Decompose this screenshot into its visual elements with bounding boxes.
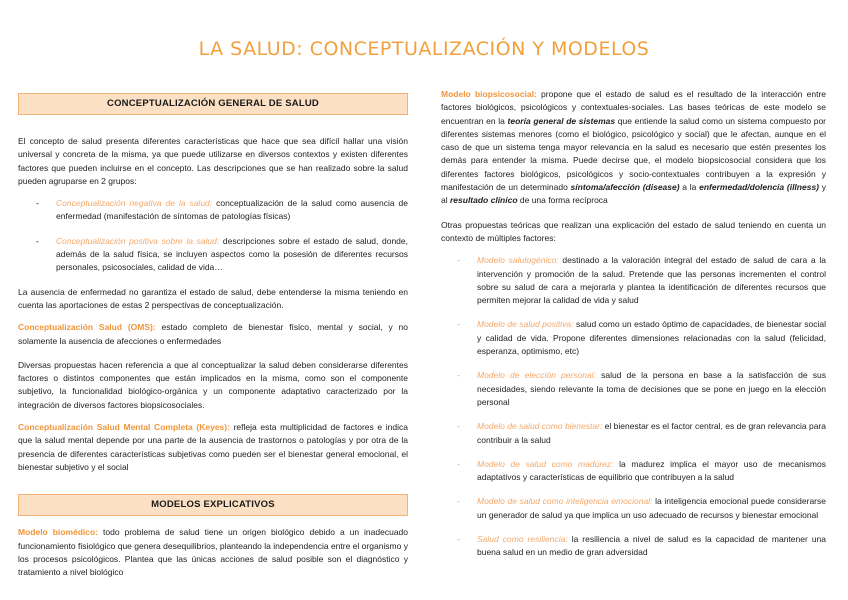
models-list: [441, 254, 826, 559]
diversas-paragraph: Diversas propuestas hacen referencia a que al conceptualizar la salud deben considerarse diferentes factores o distintos componentes que están implicados en la misma, como son el componente subjetivo, la funcionalidad biológico-orgánica y un componente adaptativo caracterizado por la integración de diversos factores biopsicosociales.: [18, 359, 408, 410]
bio-emphasis: teoría general de sistemas: [507, 115, 616, 126]
term-salud-positiva: Modelo de salud positiva:: [477, 319, 574, 330]
dash-bullet: -: [457, 319, 460, 330]
list-item: [441, 254, 826, 307]
model-definition: la resiliencia a nivel de salud es la capacidad de mantener una buena salud en un medio de gran adversidad: [477, 534, 826, 558]
term-resiliencia: Salud como resiliencia:: [477, 534, 568, 545]
term-bienestar: Modelo de salud como bienestar:: [477, 421, 603, 432]
list-item: [441, 533, 826, 560]
bio-text: de una forma recíproca: [517, 195, 608, 206]
model-definition: salud como un estado óptimo de capacidades, de bienestar social y calidad de vida. Propone diferentes dimensiones relacionadas con la salud (felicidad, esperanza, optimismo, etc): [477, 319, 826, 357]
dash-bullet: -: [457, 496, 460, 507]
list-item: [441, 458, 826, 485]
term-negativa: Conceptualización negativa de la salud:: [56, 198, 213, 209]
term-positiva: Conceptualización positiva sobre la salud:: [56, 235, 220, 246]
term-oms: Conceptualización Salud (OMS):: [18, 322, 156, 333]
model-definition: la inteligencia emocional puede considerarse un generador de salud ya que implica un uso adecuado de recursos y bienestar emocional: [477, 496, 826, 520]
bio-emphasis: enfermedad/dolencia (illness): [699, 182, 820, 193]
dash-bullet: -: [457, 458, 460, 469]
definition-biomedico: todo problema de salud tiene un origen biológico debido a un inadecuado funcionamiento fisiológico que genera desequilibrios, planteando la independencia entre el organismo y los procesos psicológicos. Plantea que las únicas acciones de salud posible son el diagnóstico y tratamiento a nivel biológico: [18, 527, 408, 578]
dash-bullet: -: [36, 198, 39, 209]
list-item: [18, 197, 408, 224]
model-definition: destinado a la valoración integral del estado de salud de cara a la intervención y promoción de la salud. Pretende que las personas incrementen el control sobre su salud de cara a mejorarla y plantea la identificación de diferentes recursos que permiten mejorar la calidad de vida y salud: [477, 255, 826, 306]
list-item: [441, 420, 826, 447]
conceptualization-list: [18, 197, 408, 274]
list-item: [18, 235, 408, 275]
oms-paragraph: [18, 321, 408, 348]
section-header-modelos: MODELOS EXPLICATIVOS: [18, 494, 408, 516]
term-biopsicosocial: Modelo biopsicosocial:: [441, 89, 537, 99]
biomedico-paragraph: [18, 526, 408, 579]
bio-emphasis: síntoma/afección (disease): [570, 182, 680, 193]
biopsicosocial-paragraph: [441, 88, 826, 208]
dash-bullet: -: [457, 534, 460, 545]
model-definition: salud de la persona en base a la satisfacción de sus necesidades, siendo relevante la toma de decisiones que se pone en juego en la elección personal: [477, 370, 826, 407]
dash-bullet: -: [457, 421, 460, 432]
section-header-conceptualizacion: CONCEPTUALIZACIÓN GENERAL DE SALUD: [18, 93, 408, 115]
bio-text: a la: [679, 182, 700, 193]
left-column: [18, 93, 408, 579]
model-definition: la madurez implica el mayor uso de mecanismos adaptativos y características de equilibrio que contribuyen a la salud: [477, 458, 826, 483]
dash-bullet: -: [457, 370, 460, 381]
keyes-paragraph: [18, 421, 408, 474]
dash-bullet: -: [36, 235, 39, 246]
bio-text: y al: [441, 182, 826, 206]
list-item: [441, 369, 826, 409]
definition-negativa: conceptualización de la salud como ausencia de enfermedad (manifestación de síntomas de patologías físicas): [56, 198, 408, 222]
dash-bullet: -: [457, 255, 460, 266]
bio-emphasis: resultado clínico: [449, 195, 518, 206]
definition-oms: estado completo de bienestar físico, mental y social, y no solamente la ausencia de afecciones o enfermedades: [18, 322, 409, 346]
bio-text: que entiende la salud como un sistema compuesto por diferentes sistemas menores (como el biológico, psicológico y social) que le afectan, aunque en el caso de que un sistema tenga mayor relevancia en la salud es necesario que estén presentes los demás para entender la misma. Puede decirse que, el modelo biopsicosocial considera que los diferentes factores biológicos, psicológicos y socio-contextuales contribuyen a la expresión y manifestación de un determinado: [441, 115, 826, 193]
page-title: LA SALUD: CONCEPTUALIZACIÓN Y MODELOS: [198, 38, 650, 60]
term-eleccion-personal: Modelo de elección personal:: [477, 370, 596, 381]
definition-keyes: refleja esta multiplicidad de factores e indica que la salud mental depende por una parte de la ausencia de trastornos o patologías y por otra de la presencia de diferentes características subjetivas como pueden ser el bienestar general emocional, el bienestar subjetivo y el social: [18, 422, 408, 472]
term-salutogenico: Modelo salutogénico:: [477, 255, 559, 266]
right-column: [441, 88, 826, 560]
term-keyes: Conceptualización Salud Mental Completa (Keyes):: [18, 422, 230, 433]
list-item: [441, 495, 826, 522]
term-madurez: Modelo de salud como madurez:: [477, 458, 614, 469]
term-biomedico: Modelo biomédico:: [18, 527, 99, 538]
intro-paragraph: El concepto de salud presenta diferentes características que hace que sea difícil hallar una visión universal y concreta de la misma, ya que puede utilizarse en diversos contextos y existen diferentes factores que pueden incluirse en el concepto. Las descripciones que se han realizado sobre la salud pueden agruparse en 2 grupos:: [18, 136, 408, 186]
absence-paragraph: La ausencia de enfermedad no garantiza el estado de salud, debe entenderse la misma teniendo en cuenta las aportaciones de estas 2 perspectivas de conceptualización.: [18, 286, 408, 310]
model-definition: el bienestar es el factor central, es de gran relevancia para contribuir a la salud: [477, 421, 826, 445]
list-item: [441, 318, 826, 358]
term-inteligencia-emocional: Modelo de salud como inteligencia emocional:: [477, 496, 653, 507]
definition-positiva: descripciones sobre el estado de salud, donde, además de la salud física, se incluyen aspectos como la posesión de diferentes recursos personales, psicosociales, calidad de vida…: [56, 235, 408, 273]
bio-text: propone que el estado de salud es el resultado de la interacción entre factores biológicos, psicológicos y contextuales-sociales. Las bases teóricas de este modelo se encuentran en la: [441, 89, 826, 126]
otras-paragraph: Otras propuestas teóricas que realizan una explicación del estado de salud teniendo en cuenta un contexto de múltiples factores:: [441, 219, 826, 243]
